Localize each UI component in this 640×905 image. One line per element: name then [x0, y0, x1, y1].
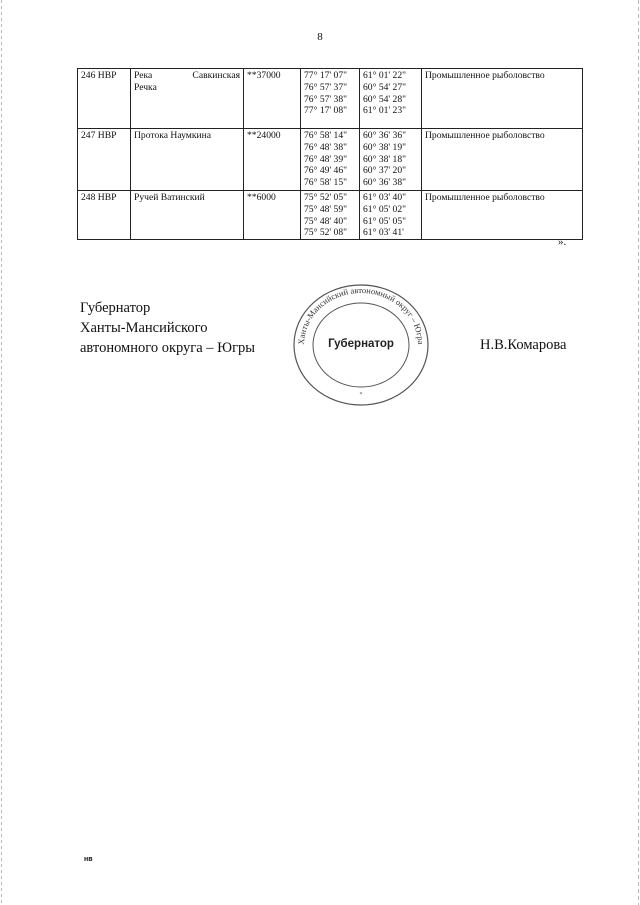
row-name [131, 129, 244, 191]
row-name [131, 191, 244, 240]
row-name [131, 69, 244, 129]
row-latitudes [360, 69, 422, 129]
table-row [78, 129, 583, 191]
longitude-value: 76° 57' 37" [304, 81, 348, 93]
longitude-value: 76° 58' 14" [304, 130, 348, 141]
longitude-value: 75° 52' 05" [304, 192, 348, 203]
row-longitudes [301, 191, 360, 240]
row-latitudes [360, 129, 422, 191]
longitude-value: 77° 17' 07" [304, 70, 348, 81]
latitude-value: 61° 03' 40" [363, 192, 407, 203]
scan-edge-right [638, 0, 639, 905]
table-row [78, 191, 583, 240]
row-code: 246 НВР [78, 69, 131, 129]
latitude-value: 60° 36' 38" [363, 177, 407, 189]
footer-mark: нв [84, 856, 93, 863]
row-purpose: Промышленное рыболовство [422, 69, 583, 129]
longitude-value: 77° 17' 08" [304, 105, 348, 117]
latitude-value: 61° 05' 02" [363, 203, 407, 215]
row-name-line: Река Савкинская [134, 70, 240, 81]
row-name-line: Речка [134, 81, 157, 93]
closing-quote: ». [558, 236, 567, 248]
signer-title-line: Губернатор [80, 300, 151, 316]
row-latitudes [360, 191, 422, 240]
row-code: 247 НВР [78, 129, 131, 191]
latitude-value: 60° 54' 27" [363, 81, 407, 93]
row-purpose: Промышленное рыболовство [422, 191, 583, 240]
latitude-value: 61° 01' 22" [363, 70, 407, 81]
longitude-value: 76° 58' 15" [304, 177, 348, 189]
latitude-value: 60° 38' 19" [363, 141, 407, 153]
scan-edge-left [1, 0, 2, 905]
stamp-ring-text: Ханты-Мансийский автономный округ – Югра [295, 284, 427, 345]
stamp-center-text: Губернатор [328, 338, 394, 350]
longitude-value: 75° 48' 40" [304, 215, 348, 227]
row-area: **24000 [244, 129, 301, 191]
latitude-value: 60° 38' 18" [363, 153, 407, 165]
page-number: 8 [317, 31, 323, 43]
table-row [78, 69, 583, 129]
latitude-value: 61° 03' 41' [363, 227, 404, 239]
row-code: 248 НВР [78, 191, 131, 240]
stamp-bottom-mark: * [359, 392, 363, 398]
row-longitudes [301, 129, 360, 191]
row-area: **6000 [244, 191, 301, 240]
official-stamp [290, 282, 432, 408]
row-name-line: Ручей Ватинский [134, 192, 205, 203]
row-area: **37000 [244, 69, 301, 129]
latitude-value: 60° 37' 20" [363, 165, 407, 177]
row-purpose: Промышленное рыболовство [422, 129, 583, 191]
longitude-value: 75° 52' 08" [304, 227, 348, 239]
latitude-value: 61° 05' 05" [363, 215, 407, 227]
latitude-value: 60° 54' 28" [363, 93, 407, 105]
coordinates-table [77, 68, 583, 240]
signer-title-line: автономного округа – Югры [80, 340, 256, 356]
row-name-line: Протока Наумкина [134, 130, 212, 141]
latitude-value: 61° 01' 23" [363, 105, 407, 117]
row-longitudes [301, 69, 360, 129]
signer-title-line: Ханты-Мансийского [80, 320, 208, 336]
longitude-value: 76° 48' 39" [304, 153, 348, 165]
signer-title [80, 298, 255, 358]
longitude-value: 76° 49' 46" [304, 165, 348, 177]
longitude-value: 75° 48' 59" [304, 203, 348, 215]
longitude-value: 76° 57' 38" [304, 93, 348, 105]
latitude-value: 60° 36' 36" [363, 130, 407, 141]
signer-name: Н.В.Комарова [480, 337, 567, 353]
longitude-value: 76° 48' 38" [304, 141, 348, 153]
